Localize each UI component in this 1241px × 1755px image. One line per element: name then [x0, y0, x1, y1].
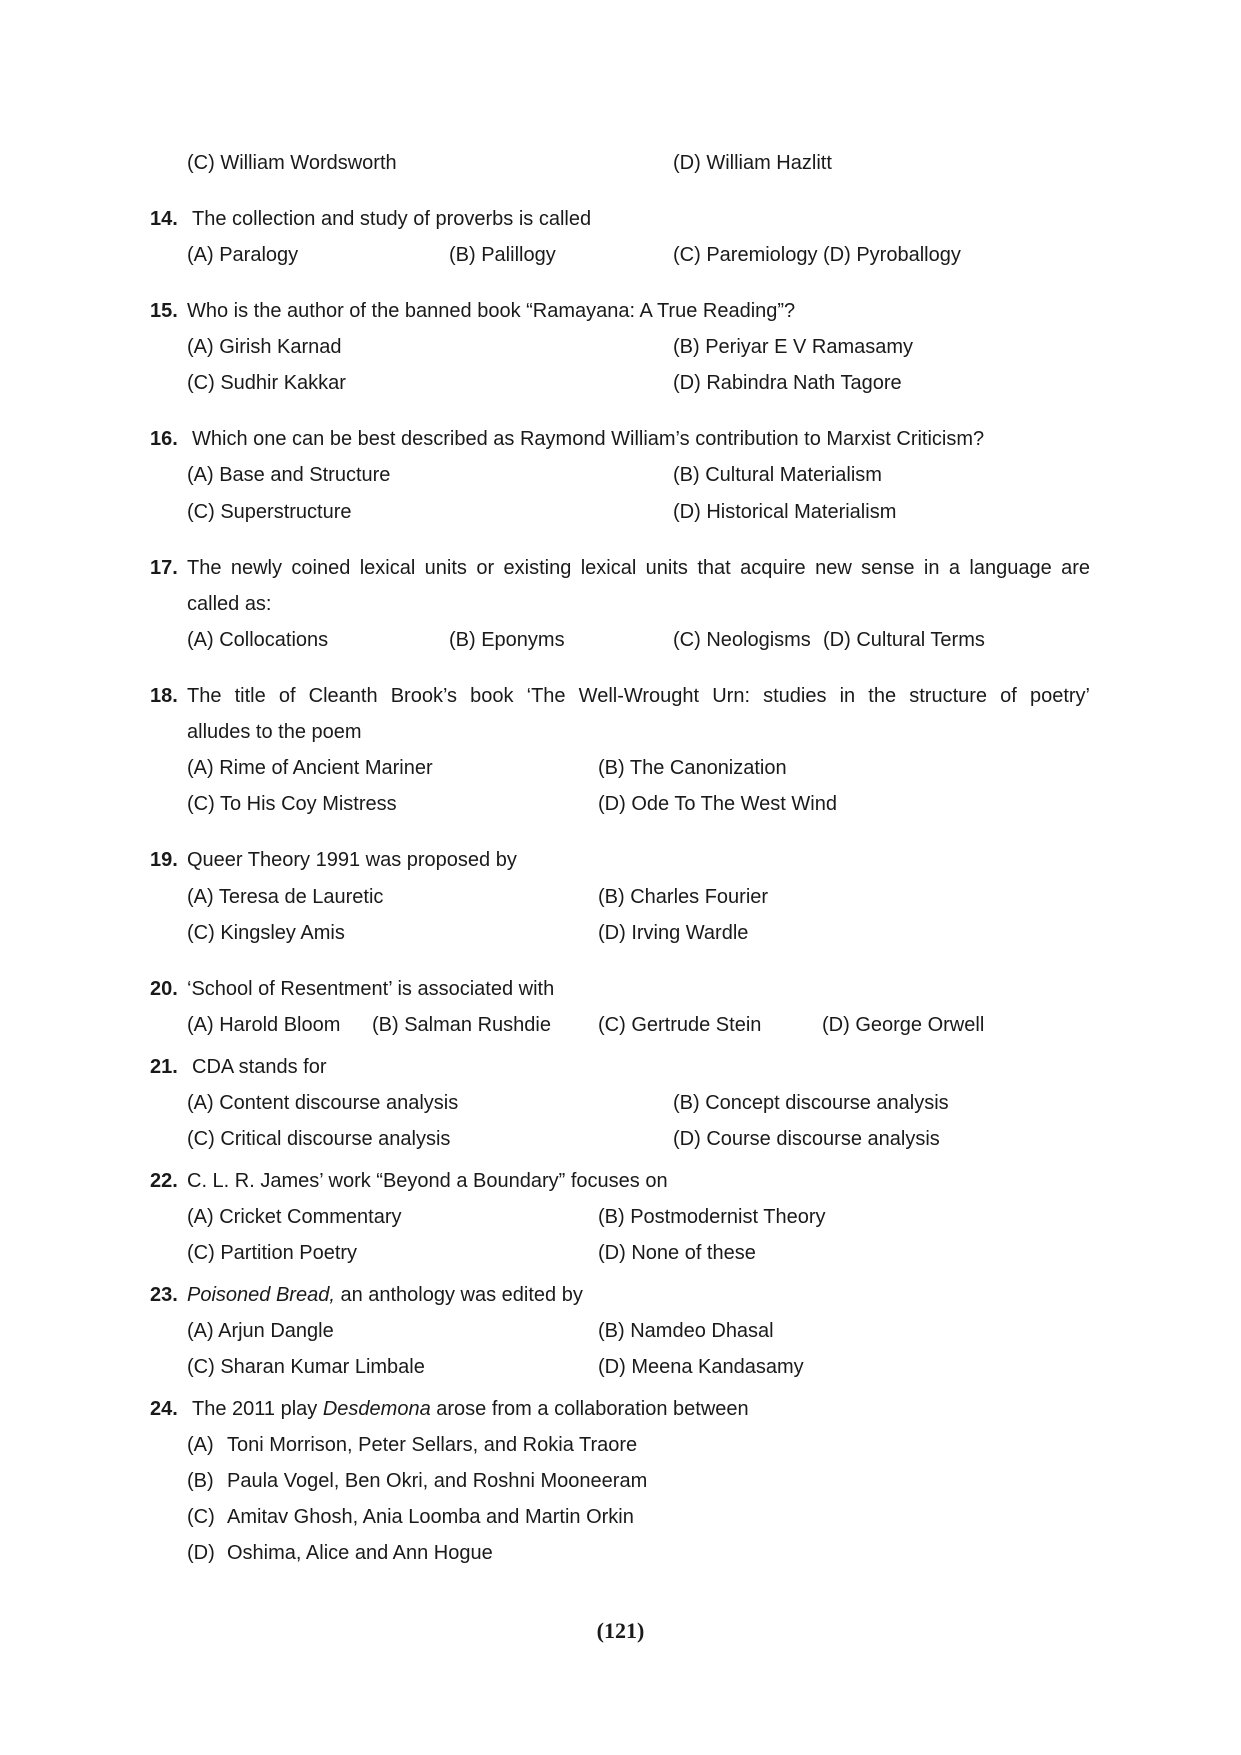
- question-number: 22.: [150, 1170, 178, 1192]
- option-c: (C) Partition Poetry: [187, 1242, 358, 1264]
- question-number: 23.: [150, 1284, 178, 1306]
- question-text: [187, 1282, 583, 1308]
- option-d: (D) Rabindra Nath Tagore: [673, 372, 902, 394]
- question-number: 21.: [150, 1056, 178, 1078]
- option-d-label: (D): [187, 1542, 215, 1564]
- option-b: Paula Vogel, Ben Okri, and Roshni Mooneeram: [227, 1470, 648, 1492]
- option-b: (B) Eponyms: [449, 629, 565, 651]
- option-a: (A) Collocations: [187, 629, 329, 651]
- page-number: (121): [596, 1618, 645, 1643]
- option-d: (D) Meena Kandasamy: [598, 1356, 804, 1378]
- prev-option-d: (D) William Hazlitt: [673, 152, 832, 174]
- play-title: Desdemona: [322, 1398, 431, 1420]
- question-text-continued: alludes to the poem: [187, 721, 362, 743]
- option-b: (B) Palillogy: [449, 244, 556, 266]
- question-number: 15.: [150, 300, 178, 322]
- question-text-continued: called as:: [187, 593, 272, 615]
- option-b: (B) Concept discourse analysis: [673, 1092, 949, 1114]
- question-number: 24.: [150, 1398, 178, 1420]
- option-c: Amitav Ghosh, Ania Loomba and Martin Orkin: [227, 1506, 634, 1528]
- option-a-label: (A): [187, 1434, 214, 1456]
- option-c: (C) Sudhir Kakkar: [187, 372, 346, 394]
- option-b: (B) Postmodernist Theory: [598, 1206, 826, 1228]
- option-b-label: (B): [187, 1470, 214, 1492]
- question-text: The newly coined lexical units or existing lexical units that acquire new sense in a language are: [187, 557, 1090, 579]
- question-number: 18.: [150, 685, 178, 707]
- option-a: (A) Rime of Ancient Mariner: [187, 757, 433, 779]
- option-d: (D) None of these: [598, 1242, 756, 1264]
- question-number: 20.: [150, 978, 178, 1000]
- option-c: (C) Neologisms: [673, 629, 811, 651]
- option-b: (B) Charles Fourier: [598, 886, 769, 908]
- question-number: 19.: [150, 849, 178, 871]
- question-text: CDA stands for: [192, 1056, 327, 1078]
- option-b: (B) Periyar E V Ramasamy: [673, 336, 914, 358]
- option-c: (C) Gertrude Stein: [598, 1014, 762, 1036]
- option-b: (B) Salman Rushdie: [372, 1014, 551, 1036]
- option-a: (A) Content discourse analysis: [187, 1092, 459, 1114]
- question-text: [192, 1396, 749, 1422]
- option-a: (A) Girish Karnad: [187, 336, 342, 358]
- question-number: 16.: [150, 428, 178, 450]
- option-d: (D) Course discourse analysis: [673, 1128, 940, 1150]
- option-a: (A) Paralogy: [187, 244, 299, 266]
- question-number: 14.: [150, 208, 178, 230]
- option-b: (B) The Canonization: [598, 757, 787, 779]
- question-text-pre: The 2011 play: [192, 1398, 323, 1420]
- option-c: (C) Critical discourse analysis: [187, 1128, 451, 1150]
- question-number: 17.: [150, 557, 178, 579]
- question-text-rest: an anthology was edited by: [334, 1284, 583, 1306]
- option-d: (D) Ode To The West Wind: [598, 793, 837, 815]
- question-text: Queer Theory 1991 was proposed by: [187, 849, 517, 871]
- option-c-label: (C): [187, 1506, 215, 1528]
- question-text-post: arose from a collaboration between: [430, 1398, 749, 1420]
- book-title: Poisoned Bread,: [187, 1284, 335, 1306]
- option-a: (A) Cricket Commentary: [187, 1206, 402, 1228]
- option-d: (D) Historical Materialism: [673, 501, 897, 523]
- option-a: (A) Teresa de Lauretic: [187, 886, 384, 908]
- option-d: (D) Irving Wardle: [598, 922, 749, 944]
- question-text: ‘School of Resentment’ is associated with: [187, 978, 555, 1000]
- option-a: (A) Arjun Dangle: [187, 1320, 334, 1342]
- question-text: Which one can be best described as Raymond William’s contribution to Marxist Criticism?: [192, 428, 985, 450]
- option-a: (A) Base and Structure: [187, 464, 391, 486]
- prev-option-c: (C) William Wordsworth: [187, 152, 397, 174]
- option-a: (A) Harold Bloom: [187, 1014, 341, 1036]
- option-b: (B) Namdeo Dhasal: [598, 1320, 774, 1342]
- option-c: (C) Paremiology: [673, 244, 818, 266]
- question-text: C. L. R. James’ work “Beyond a Boundary” focuses on: [187, 1170, 668, 1192]
- option-b: (B) Cultural Materialism: [673, 464, 882, 486]
- question-text: The collection and study of proverbs is called: [192, 208, 592, 230]
- option-d: (D) Pyroballogy: [823, 244, 961, 266]
- option-c: (C) Superstructure: [187, 501, 352, 523]
- option-c: (C) Sharan Kumar Limbale: [187, 1356, 425, 1378]
- option-c: (C) Kingsley Amis: [187, 922, 345, 944]
- question-text: Who is the author of the banned book “Ramayana: A True Reading”?: [187, 300, 796, 322]
- option-d: Oshima, Alice and Ann Hogue: [227, 1542, 493, 1564]
- option-c: (C) To His Coy Mistress: [187, 793, 397, 815]
- option-d: (D) Cultural Terms: [823, 629, 985, 651]
- question-text: The title of Cleanth Brook’s book ‘The Well-Wrought Urn: studies in the structure of poetry’: [187, 685, 1090, 707]
- option-d: (D) George Orwell: [822, 1014, 985, 1036]
- option-a: Toni Morrison, Peter Sellars, and Rokia Traore: [227, 1434, 638, 1456]
